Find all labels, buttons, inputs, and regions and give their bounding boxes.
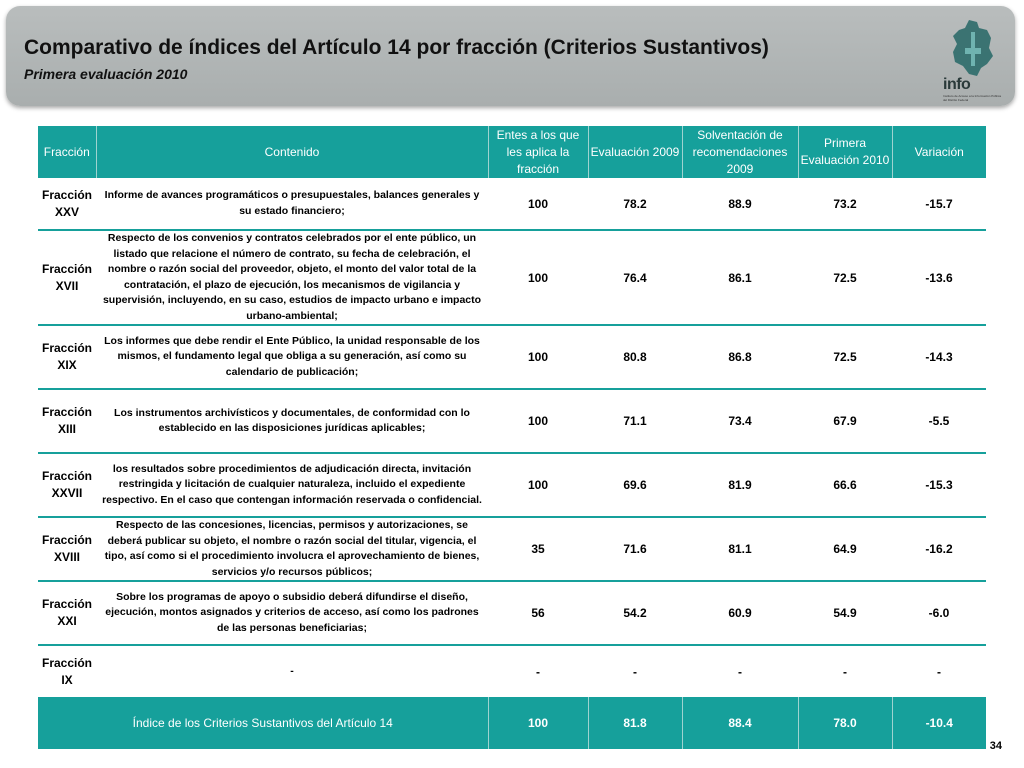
total-entes: 100 xyxy=(488,697,588,749)
cell-variacion: - xyxy=(937,664,941,679)
cell-variacion: -15.7 xyxy=(892,178,986,230)
cell-contenido: - xyxy=(290,664,294,677)
table-header-row xyxy=(38,126,986,178)
total-solventacion: 88.4 xyxy=(682,697,798,749)
cell-contenido: los resultados sobre procedimientos de adjudicación directa, invitación restringida y licitación de cualquier naturaleza, incluido el expediente respectivo. En el caso que contengan información reservada o confidencial. xyxy=(96,453,488,517)
page-number: 34 xyxy=(989,740,1002,752)
cell-variacion: -5.5 xyxy=(892,389,986,453)
map-icon xyxy=(947,18,997,78)
cell-eval2009: 69.6 xyxy=(588,453,682,517)
cell-fraccion: Fracción IX xyxy=(41,655,92,687)
cell-contenido: Respecto de las concesiones, licencias, permisos y autorizaciones, se deberá publicar su objeto, el nombre o razón social del titular, vigencia, el tipo, así como si el procedimiento involucra el aprovechamiento de bienes, servicios y/o recursos públicos; xyxy=(96,517,488,581)
col-header-solventacion: Solventación de recomendaciones 2009 xyxy=(682,126,798,178)
total-row xyxy=(38,697,986,749)
cell-eval2010: 64.9 xyxy=(798,517,892,581)
col-header-fraccion: Fracción xyxy=(38,126,96,178)
cell-solventacion: 81.9 xyxy=(682,453,798,517)
page-title: Comparativo de índices del Artículo 14 por fracción (Criterios Sustantivos) xyxy=(24,36,769,59)
cell-eval2010: - xyxy=(843,664,847,679)
total-label: Índice de los Criterios Sustantivos del Artículo 14 xyxy=(38,697,488,749)
col-header-entes: Entes a los que les aplica la fracción xyxy=(488,126,588,178)
cell-fraccion: Fracción XIII xyxy=(38,389,96,453)
cell-variacion: -6.0 xyxy=(892,581,986,645)
cell-entes: 100 xyxy=(488,230,588,325)
cell-variacion: -14.3 xyxy=(892,325,986,389)
cell-fraccion: Fracción XIX xyxy=(38,325,96,389)
table-row xyxy=(38,389,986,453)
cell-eval2009: 78.2 xyxy=(588,178,682,230)
cell-eval2009: - xyxy=(633,664,637,679)
table-row xyxy=(38,581,986,645)
cell-solventacion: 88.9 xyxy=(682,178,798,230)
cell-contenido: Respecto de los convenios y contratos celebrados por el ente público, un listado que relacione el número de contrato, su fecha de celebración, el nombre o razón social del proveedor, objeto, el monto del valor total de la contratación, el plazo de ejecución, los mecanismos de vigilancia y supervisión, incluyendo, en su caso, estudios de impacto urbano e impacto urbano-ambiental; xyxy=(96,230,488,325)
cell-entes: 100 xyxy=(488,389,588,453)
page-subtitle: Primera evaluación 2010 xyxy=(24,66,188,82)
cell-contenido: Los instrumentos archivísticos y documentales, de conformidad con lo establecido en las disposiciones jurídicas aplicables; xyxy=(96,389,488,453)
col-header-contenido: Contenido xyxy=(96,126,488,178)
cell-eval2010: 54.9 xyxy=(798,581,892,645)
cell-contenido: Informe de avances programáticos o presupuestales, balances generales y su estado financiero; xyxy=(96,178,488,230)
cell-eval2009: 76.4 xyxy=(588,230,682,325)
cell-eval2009: 80.8 xyxy=(588,325,682,389)
cell-contenido: Sobre los programas de apoyo o subsidio deberá difundirse el diseño, ejecución, montos asignados y criterios de acceso, así como los padrones de las personas beneficiarias; xyxy=(96,581,488,645)
cell-eval2010: 72.5 xyxy=(798,325,892,389)
table-row xyxy=(38,453,986,517)
total-eval2010: 78.0 xyxy=(798,697,892,749)
table-row xyxy=(38,325,986,389)
comparison-table xyxy=(38,126,986,749)
cell-fraccion: Fracción XVII xyxy=(38,230,96,325)
col-header-variacion: Variación xyxy=(892,126,986,178)
cell-eval2010: 73.2 xyxy=(798,178,892,230)
cell-solventacion: 81.1 xyxy=(682,517,798,581)
cell-fraccion: Fracción XXVII xyxy=(38,453,96,517)
cell-eval2010: 72.5 xyxy=(798,230,892,325)
cell-entes: 35 xyxy=(488,517,588,581)
cell-solventacion: 86.1 xyxy=(682,230,798,325)
cell-fraccion: Fracción XXV xyxy=(38,178,96,230)
table-row xyxy=(38,230,986,325)
total-variacion: -10.4 xyxy=(892,697,986,749)
cell-variacion: -16.2 xyxy=(892,517,986,581)
cell-entes: 100 xyxy=(488,325,588,389)
cell-entes: 100 xyxy=(488,178,588,230)
cell-eval2009: 71.1 xyxy=(588,389,682,453)
cell-solventacion: 86.8 xyxy=(682,325,798,389)
logo-wordmark: info xyxy=(943,76,971,93)
cell-fraccion: Fracción XXI xyxy=(38,581,96,645)
cell-eval2010: 66.6 xyxy=(798,453,892,517)
total-eval2009: 81.8 xyxy=(588,697,682,749)
cell-variacion: -13.6 xyxy=(892,230,986,325)
cell-solventacion: 73.4 xyxy=(682,389,798,453)
cell-entes: 100 xyxy=(488,453,588,517)
cell-solventacion: - xyxy=(738,664,742,679)
cell-entes: 56 xyxy=(488,581,588,645)
cell-contenido: Los informes que debe rendir el Ente Público, la unidad responsable de los mismos, el fundamento legal que obliga a su generación, así como su calendario de publicación; xyxy=(96,325,488,389)
cell-eval2009: 54.2 xyxy=(588,581,682,645)
info-logo xyxy=(941,14,1003,104)
table-row xyxy=(38,645,986,697)
cell-eval2010: 67.9 xyxy=(798,389,892,453)
col-header-eval2009: Evaluación 2009 xyxy=(588,126,682,178)
cell-eval2009: 71.6 xyxy=(588,517,682,581)
cell-fraccion: Fracción XVIII xyxy=(38,517,96,581)
table-row xyxy=(38,178,986,230)
cell-solventacion: 60.9 xyxy=(682,581,798,645)
cell-variacion: -15.3 xyxy=(892,453,986,517)
title-banner xyxy=(6,6,1015,106)
table-row xyxy=(38,517,986,581)
cell-entes: - xyxy=(536,664,540,679)
col-header-eval2010: Primera Evaluación 2010 xyxy=(798,126,892,178)
logo-tagline: Instituto de Acceso a la Información Pública del Distrito Federal xyxy=(943,94,1002,102)
